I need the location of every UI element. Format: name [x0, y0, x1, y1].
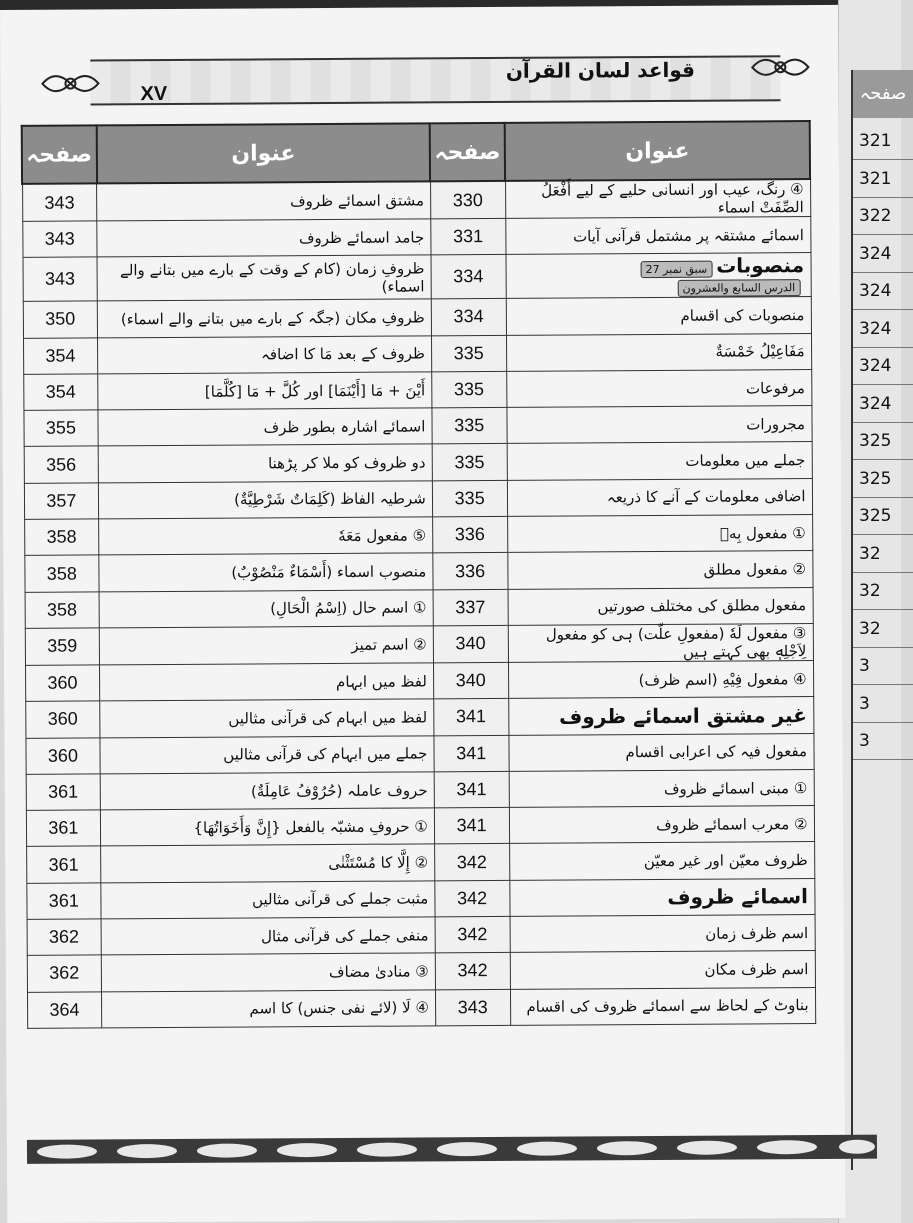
- left-entry-page-text: 343: [44, 192, 75, 213]
- right-entry-page: [432, 408, 507, 445]
- right-entry-page-text: 331: [452, 226, 484, 247]
- right-entry-page: [432, 480, 507, 517]
- right-entry-title: [509, 842, 814, 880]
- left-entry-title-text: لفظ میں ابہام: [335, 672, 427, 691]
- left-entry-page-text: 343: [44, 228, 75, 249]
- left-entry-title: [97, 219, 431, 257]
- right-page-header: صفحہ: [430, 123, 505, 181]
- left-entry-page: [27, 919, 102, 956]
- right-title-header: عنوان: [505, 121, 810, 181]
- right-entry-page-text: 342: [457, 960, 488, 981]
- left-entry-title-text: شرطیہ الفاظ (كَلِمَاتٌ شَرْطِيَّةٌ): [234, 489, 426, 510]
- right-entry-title-text: غیر مشتق اسمائے ظروف: [559, 702, 807, 729]
- left-entry-page-text: 356: [46, 454, 77, 475]
- right-entry-title-text: مرفوعات: [745, 378, 805, 397]
- book-page: [0, 5, 845, 1223]
- table-row: [26, 878, 814, 919]
- right-entry-page-text: 335: [454, 451, 485, 472]
- left-entry-page: [27, 992, 102, 1029]
- table-row: [25, 661, 813, 702]
- adjacent-page-number: 325: [853, 460, 913, 498]
- right-entry-page: [434, 735, 509, 772]
- right-entry-title-text: ظروف معیّن اور غیر معیّن: [643, 851, 808, 871]
- left-entry-title-text: ③ منادیٰ مضاف: [328, 962, 429, 981]
- left-entry-title: [98, 335, 432, 373]
- left-entry-title-text: مثبت جملے کی قرآنی مثالیں: [252, 889, 429, 909]
- left-entry-page: [23, 338, 98, 375]
- left-entry-title-text: جملے میں ابہام کی قرآنی مثالیں: [223, 744, 428, 764]
- right-entry-title-text: اسم ظرف زمان: [705, 923, 809, 943]
- left-entry-title: [98, 444, 432, 482]
- right-entry-title: [508, 733, 813, 771]
- left-entry-title: [97, 255, 431, 301]
- left-entry-title-text: دو ظروف کو ملا کر پڑھنا: [268, 453, 426, 473]
- right-entry-title-text: مفعول فیہ کی اعرابی اقسام: [625, 742, 808, 762]
- right-entry-page: [433, 589, 508, 626]
- right-entry-page-text: 340: [455, 633, 486, 654]
- left-entry-title-text: ① اسم حال (اِسْمُ الْحَالِ): [270, 598, 427, 618]
- table-row: [25, 624, 813, 666]
- page-header: [20, 43, 830, 118]
- left-entry-title: [97, 181, 431, 221]
- ornament-right-icon: [750, 47, 810, 87]
- right-entry-title: [509, 806, 814, 844]
- right-entry-page-text: 334: [453, 306, 484, 327]
- right-entry-title-text: مجرورات: [746, 414, 806, 434]
- right-entry-page: [434, 844, 509, 881]
- right-entry-page: [435, 880, 510, 917]
- right-entry-page: [435, 953, 510, 990]
- right-entry-page: [431, 299, 506, 336]
- right-entry-title-text: مفعول مطلق کی مختلف صورتیں: [597, 596, 807, 616]
- left-entry-page-text: 360: [47, 672, 78, 693]
- left-entry-title-text: ظروفِ زمان (کام کے وقت کے بارے میں بتانے والے اسماء): [119, 259, 425, 296]
- left-entry-title: [98, 408, 432, 446]
- right-entry-page: [432, 444, 507, 481]
- left-entry-title: [100, 735, 434, 773]
- left-entry-title-text: منفی جملے کی قرآنی مثال: [261, 926, 429, 946]
- left-entry-page-text: 362: [48, 926, 80, 947]
- left-entry-title-text: منصوب اسماء (أَسْمَاءٌ مَنْصُوْبٌ): [231, 562, 427, 582]
- right-entry-page-text: 343: [457, 996, 488, 1018]
- left-entry-title: [101, 808, 435, 846]
- left-entry-page-text: 354: [45, 381, 76, 402]
- left-entry-page-text: 358: [46, 526, 77, 547]
- right-entry-title: [505, 217, 810, 255]
- left-entry-page: [23, 301, 98, 338]
- left-entry-page-text: 364: [49, 999, 80, 1020]
- left-entry-page-text: 358: [46, 599, 78, 620]
- right-entry-title-text: ① مبنی اسمائے ظروف: [663, 778, 808, 798]
- right-entry-page-text: 335: [453, 342, 484, 363]
- right-entry-title-text: ③ مفعول لَهٗ (مفعولِ علّت) ہی کو مفعول لِاَجْلِهٖ بھی کہتے ہیں: [545, 624, 807, 661]
- right-entry-title: [507, 515, 812, 553]
- left-entry-page-text: 361: [48, 781, 79, 802]
- left-entry-page: [23, 257, 98, 301]
- left-entry-title: [100, 663, 434, 701]
- right-entry-title-text: مَفَاعِيْلُ خَمْسَةٌ: [715, 342, 805, 361]
- book-title: قواعد لسان القرآن: [505, 57, 696, 83]
- left-entry-title-text: لفظ میں ابہام کی قرآنی مثالیں: [228, 708, 428, 728]
- left-entry-title-text: مشتق اسمائے ظروف: [289, 191, 425, 211]
- left-entry-title-text: ظروف کے بعد مَا کا اضافہ: [261, 344, 425, 364]
- right-entry-title-text: ② مفعول مطلق: [703, 560, 806, 579]
- left-entry-title: [100, 699, 434, 737]
- left-entry-page-text: 350: [45, 308, 76, 330]
- left-entry-title: [102, 989, 436, 1027]
- right-entry-title: [508, 697, 813, 735]
- left-entry-page-text: 354: [45, 345, 76, 366]
- right-entry-page: [431, 335, 506, 372]
- right-entry-page: [435, 916, 510, 953]
- right-entry-title: [507, 551, 812, 589]
- right-entry-page-text: 342: [457, 924, 488, 945]
- right-entry-title-text: ① مفعول بِهٖ: [719, 523, 806, 543]
- right-entry-title: [506, 253, 811, 299]
- right-entry-title: [508, 661, 813, 699]
- left-entry-page-text: 355: [45, 417, 76, 439]
- adjacent-page-number: 32: [853, 572, 913, 610]
- left-entry-page: [26, 883, 101, 920]
- right-entry-title-text: ④ مفعول فِيْهِ (اسم ظرف): [638, 669, 807, 689]
- left-entry-title: [101, 917, 435, 955]
- left-entry-title-text: ④ لَا (لائے نفی جنس) کا اسم: [249, 998, 429, 1018]
- footer-ornament: [27, 1127, 877, 1172]
- left-title-header: عنوان: [96, 123, 430, 183]
- left-entry-page: [25, 665, 100, 702]
- left-entry-title: [97, 299, 431, 337]
- left-entry-page-text: 357: [46, 490, 77, 511]
- table-row: [27, 987, 815, 1028]
- left-entry-title-text: أَيْنَ + مَا [أَيْنَمَا] اور كُلَّ + مَا [كُلَّمَا]: [204, 380, 426, 401]
- adjacent-page-number: 324: [853, 235, 913, 273]
- right-entry-page: [434, 808, 509, 845]
- contents-table: [21, 120, 817, 1029]
- left-entry-page-text: 360: [47, 745, 78, 766]
- left-entry-page-text: 361: [48, 890, 79, 911]
- right-entry-title: [508, 624, 813, 663]
- right-entry-page: [434, 771, 509, 808]
- table-row: [23, 297, 811, 338]
- left-entry-title-text: ② اسم تمیز: [351, 635, 427, 654]
- table-row: [22, 217, 810, 258]
- right-entry-title-text: جملے میں معلومات: [685, 451, 806, 470]
- right-entry-page-text: 341: [455, 706, 487, 727]
- right-entry-title: [508, 587, 813, 625]
- right-entry-title: [507, 442, 812, 480]
- adjacent-page-number: 3: [853, 647, 913, 685]
- right-entry-title: [510, 915, 815, 953]
- right-entry-page-text: 341: [456, 815, 487, 836]
- left-entry-title-text: ظروفِ مکان (جگہ کے بارے میں بتانے والے اسماء): [120, 308, 425, 329]
- left-entry-title-text: ⑤ مفعول مَعَهٗ: [338, 526, 427, 545]
- right-entry-page-text: 336: [455, 560, 486, 581]
- table-row: [23, 253, 811, 302]
- left-entry-page-text: 343: [44, 268, 76, 290]
- right-entry-page: [434, 699, 509, 736]
- left-entry-title: [99, 590, 433, 628]
- adjacent-page-number: 32: [853, 535, 913, 573]
- lesson-badge-arabic: الدرس السابع والعشرون: [677, 279, 800, 297]
- adjacent-page-number: 325: [853, 497, 913, 535]
- right-entry-page-text: 334: [453, 266, 484, 287]
- left-entry-page: [22, 183, 97, 221]
- left-entry-page: [25, 592, 100, 629]
- right-entry-title: [509, 769, 814, 807]
- right-entry-page-text: 337: [455, 596, 486, 618]
- left-entry-page-text: 358: [46, 563, 77, 584]
- left-entry-page: [23, 374, 98, 411]
- right-entry-page: [433, 625, 508, 662]
- right-entry-title-text: اسم ظرف مکان: [704, 960, 809, 979]
- right-entry-page-text: 335: [454, 415, 485, 436]
- table-row: [25, 733, 813, 774]
- left-page-header: صفحہ: [22, 125, 97, 183]
- table-row: [26, 806, 814, 847]
- left-entry-title: [99, 517, 433, 555]
- left-entry-page: [25, 737, 100, 774]
- left-entry-title: [99, 481, 433, 519]
- adjacent-page-number: 322: [853, 197, 913, 235]
- right-entry-title-text: ② معرب اسمائے ظروف: [656, 814, 808, 834]
- table-row: [24, 478, 812, 519]
- right-entry-page-text: 335: [454, 487, 485, 509]
- left-entry-page: [26, 846, 101, 883]
- right-entry-title-text: بناوٹ کے لحاظ سے اسمائے ظروف کی اقسام: [526, 996, 809, 1017]
- left-entry-page-text: 360: [47, 708, 78, 730]
- right-entry-title: [510, 987, 815, 1025]
- left-entry-page: [24, 519, 99, 556]
- table-row: [26, 842, 814, 883]
- right-entry-title-text: ④ رنگ، عیب اور انسانی حلیے کے لیے أَفْعَلُ الصِّفَتْ اسماء: [541, 180, 804, 217]
- table-row: [24, 551, 812, 592]
- left-entry-title: [101, 953, 435, 991]
- left-entry-page: [24, 483, 99, 520]
- adjacent-page-number: 324: [853, 385, 913, 423]
- table-row: [23, 369, 811, 410]
- adjacent-page-header: صفحہ: [853, 70, 913, 118]
- table-row: [23, 406, 811, 447]
- left-entry-title: [100, 772, 434, 810]
- left-entry-title-text: حروف عاملہ (حُرُوْفُ عَامِلَةٌ): [250, 780, 428, 800]
- right-entry-page: [432, 371, 507, 408]
- right-entry-title-text: منصوبات: [716, 253, 805, 278]
- right-entry-page: [433, 553, 508, 590]
- table-row: [23, 333, 811, 374]
- left-entry-page: [24, 446, 99, 483]
- table-row: [25, 587, 813, 628]
- table-row: [26, 769, 814, 810]
- right-entry-title: [506, 297, 811, 335]
- adjacent-page-number: 325: [853, 422, 913, 460]
- ornament-left-icon: [40, 63, 100, 103]
- table-row: [24, 442, 812, 483]
- adjacent-page-number: 324: [853, 272, 913, 310]
- adjacent-page-number: 321: [853, 122, 913, 160]
- table-row: [27, 915, 815, 956]
- right-entry-title: [507, 478, 812, 516]
- right-entry-title-text: اسمائے ظروف: [667, 884, 809, 910]
- left-entry-page: [22, 221, 97, 258]
- right-entry-page-text: 341: [456, 742, 487, 763]
- right-entry-page: [432, 516, 507, 553]
- left-entry-title-text: ① حروفِ مشبّہ بالفعل {إِنَّ وَأَخَوَاتُهَا}: [193, 817, 428, 837]
- left-entry-page-text: 362: [49, 963, 80, 984]
- right-entry-page: [431, 218, 506, 255]
- adjacent-page-number: 3: [853, 722, 913, 760]
- right-entry-page: [435, 989, 510, 1026]
- left-entry-page-text: 359: [47, 636, 78, 657]
- right-entry-page-text: 335: [453, 379, 485, 400]
- page-number: XV: [140, 82, 168, 106]
- right-entry-page-text: 342: [456, 851, 487, 872]
- right-entry-title: [506, 406, 811, 444]
- left-entry-title: [98, 372, 432, 410]
- right-entry-page: [433, 662, 508, 699]
- table-row: [22, 179, 810, 221]
- right-entry-page: [430, 181, 505, 219]
- left-entry-title: [101, 844, 435, 882]
- left-entry-page: [25, 701, 100, 738]
- left-entry-title: [99, 626, 433, 665]
- right-entry-title: [506, 333, 811, 371]
- left-entry-page: [23, 410, 98, 447]
- left-entry-page: [25, 628, 100, 665]
- adjacent-page: [838, 0, 907, 1223]
- table-header-row: [22, 121, 810, 184]
- right-entry-title: [506, 369, 811, 407]
- adjacent-page-number: 324: [853, 347, 913, 385]
- right-entry-page: [431, 255, 506, 299]
- left-entry-page: [26, 810, 101, 847]
- table-row: [24, 515, 812, 556]
- left-entry-title: [99, 553, 433, 591]
- adjacent-page-number: 32: [853, 610, 913, 648]
- table-row: [27, 951, 815, 992]
- right-entry-page-text: 342: [457, 887, 488, 909]
- right-entry-page-text: 336: [454, 524, 485, 545]
- left-entry-title: [101, 881, 435, 919]
- adjacent-page-number: 324: [853, 310, 913, 348]
- right-entry-title-text: اسمائے مشتقہ پر مشتمل قرآنی آیات: [572, 225, 804, 246]
- right-entry-page-text: 330: [452, 189, 483, 210]
- left-entry-page-text: 361: [48, 817, 79, 839]
- right-entry-title-text: منصوبات کی اقسام: [680, 306, 805, 325]
- left-entry-page: [27, 955, 102, 992]
- right-entry-title: [505, 179, 810, 218]
- left-entry-title-text: جامد اسمائے ظروف: [298, 228, 425, 247]
- right-entry-title: [509, 878, 814, 916]
- left-entry-page: [24, 555, 99, 592]
- left-entry-title-text: ② إِلَّا کا مُسْتَثْنٰى: [328, 853, 429, 873]
- left-entry-page: [26, 774, 101, 811]
- right-entry-title: [510, 951, 815, 989]
- right-entry-page-text: 341: [456, 779, 487, 800]
- table-row: [25, 697, 813, 738]
- right-entry-title-text: اضافی معلومات کے آنے کا ذریعہ: [606, 487, 806, 507]
- adjacent-page-number: 321: [853, 160, 913, 198]
- left-entry-title-text: اسمائے اشارہ بطور ظرف: [263, 417, 426, 437]
- right-entry-page-text: 340: [455, 670, 486, 691]
- adjacent-page-column: [851, 70, 913, 1170]
- lesson-badge: سبق نمبر 27: [641, 261, 713, 278]
- left-entry-page-text: 361: [48, 854, 79, 875]
- adjacent-page-number: 3: [853, 685, 913, 723]
